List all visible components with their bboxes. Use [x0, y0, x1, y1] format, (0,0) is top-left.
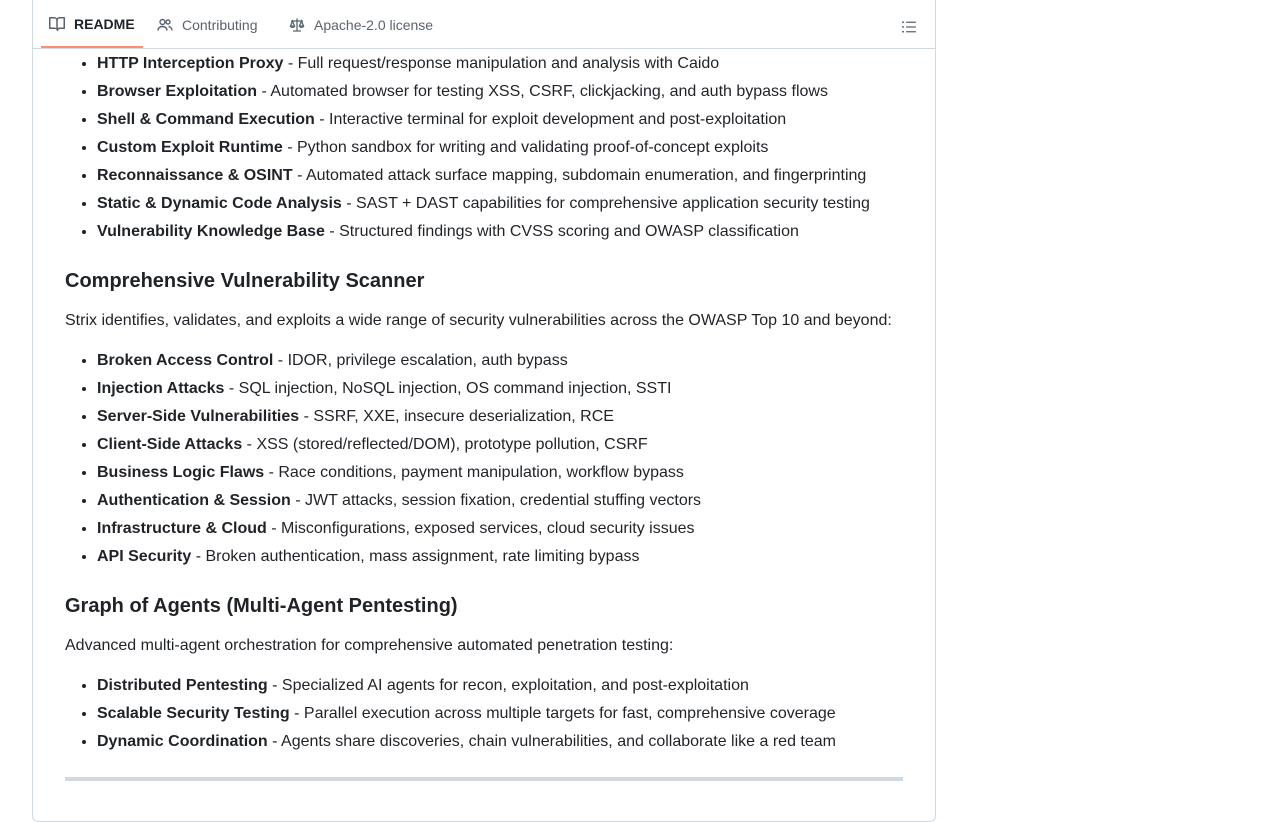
list-item: • Distributed Pentesting - Specialized AI agents for recon, exploitation, and post-exploitation	[97, 672, 836, 700]
section-heading-graph: Graph of Agents (Multi-Agent Pentesting)	[65, 595, 458, 617]
list-item: • Scalable Security Testing - Parallel execution across multiple targets for fast, comprehensive coverage	[97, 700, 836, 728]
list-item: • Custom Exploit Runtime - Python sandbox for writing and validating proof-of-concept exploits	[97, 134, 870, 162]
tools-list	[65, 50, 870, 246]
section-divider	[65, 777, 903, 781]
section-intro-graph: Advanced multi-agent orchestration for comprehensive automated penetration testing:	[65, 637, 674, 654]
law-icon	[289, 17, 305, 33]
list-item: • Infrastructure & Cloud - Misconfigurations, exposed services, cloud security issues	[97, 515, 701, 543]
list-item: • Injection Attacks - SQL injection, NoSQL injection, OS command injection, SSTI	[97, 375, 701, 403]
list-item: • Vulnerability Knowledge Base - Structured findings with CVSS scoring and OWASP classification	[97, 218, 870, 246]
list-item: • Browser Exploitation - Automated browser for testing XSS, CSRF, clickjacking, and auth bypass flows	[97, 78, 870, 106]
list-unordered-icon	[901, 19, 917, 35]
readme-panel	[32, 0, 936, 822]
graph-list	[65, 672, 836, 756]
list-item: • Shell & Command Execution - Interactive terminal for exploit development and post-exploitation	[97, 106, 870, 134]
section-intro-scanner: Strix identifies, validates, and exploits a wide range of security vulnerabilities across the OWASP Top 10 and beyond:	[65, 312, 892, 329]
list-item: • Server-Side Vulnerabilities - SSRF, XXE, insecure deserialization, RCE	[97, 403, 701, 431]
outline-toggle-button[interactable]	[897, 15, 921, 39]
list-item: • Client-Side Attacks - XSS (stored/reflected/DOM), prototype pollution, CSRF	[97, 431, 701, 459]
list-item: • Reconnaissance & OSINT - Automated attack surface mapping, subdomain enumeration, and fingerprinting	[97, 162, 870, 190]
tab-readme-label: README	[74, 15, 135, 32]
tab-contributing-label: Contributing	[182, 16, 258, 33]
section-heading-scanner: Comprehensive Vulnerability Scanner	[65, 270, 425, 292]
tab-readme[interactable]	[41, 1, 143, 48]
list-item: • Broken Access Control - IDOR, privilege escalation, auth bypass	[97, 347, 701, 375]
list-item: • Authentication & Session - JWT attacks, session fixation, credential stuffing vectors	[97, 487, 701, 515]
list-item: • API Security - Broken authentication, mass assignment, rate limiting bypass	[97, 543, 701, 571]
tab-license-label: Apache-2.0 license	[314, 16, 434, 33]
scanner-list	[65, 347, 701, 571]
people-icon	[157, 17, 173, 33]
list-item: • Static & Dynamic Code Analysis - SAST + DAST capabilities for comprehensive application security testing	[97, 190, 870, 218]
list-item: • Business Logic Flaws - Race conditions, payment manipulation, workflow bypass	[97, 459, 701, 487]
list-item: • Dynamic Coordination - Agents share discoveries, chain vulnerabilities, and collaborate like a red team	[97, 728, 836, 756]
tab-license[interactable]	[281, 1, 441, 48]
list-item: • HTTP Interception Proxy - Full request/response manipulation and analysis with Caido	[97, 50, 870, 78]
tab-contributing[interactable]	[149, 1, 266, 48]
readme-tab-bar	[33, 0, 935, 49]
book-icon	[49, 16, 65, 32]
